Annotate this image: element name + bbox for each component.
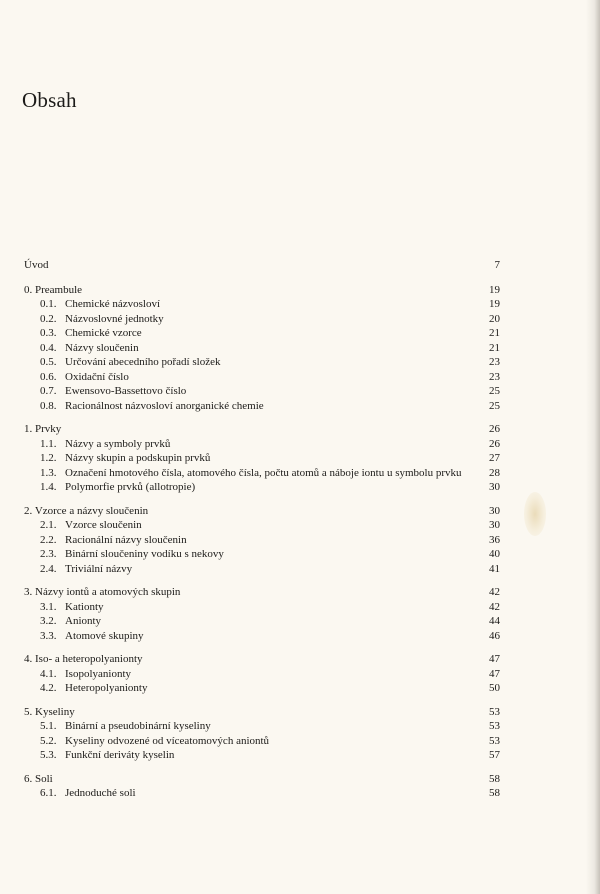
toc-item <box>24 370 500 385</box>
toc-item-title: Racionálnost názvosloví anorganické chemie <box>65 399 264 412</box>
toc-item-label <box>24 466 500 481</box>
toc-item-label <box>24 451 500 466</box>
toc-page-number: 42 <box>489 586 500 598</box>
toc-item-title: Funkční deriváty kyselin <box>65 749 175 761</box>
toc-item <box>24 719 500 734</box>
toc-page-number: 44 <box>489 615 500 627</box>
toc-page-number: 25 <box>489 399 500 412</box>
toc-chapter-number: 2. <box>24 504 33 517</box>
toc-item-label <box>24 734 500 749</box>
paper-stain <box>524 492 546 536</box>
toc-item <box>24 681 500 696</box>
toc-item-title: Oxidační číslo <box>65 370 129 383</box>
toc-item <box>24 384 500 399</box>
toc-chapter-title: Vzorce a názvy sloučenin <box>34 504 149 517</box>
toc-item-title: Anionty <box>65 615 102 627</box>
toc-item-label <box>24 681 500 696</box>
toc-chapter-title: Názvy iontů a atomových skupin <box>35 586 181 598</box>
toc-item-title: Isopolyanionty <box>65 667 131 680</box>
toc-item-number: 1.2. <box>40 452 57 464</box>
toc-item <box>24 355 500 370</box>
toc-chapter <box>24 283 500 414</box>
toc-item <box>24 451 500 466</box>
toc-item-label <box>24 667 500 682</box>
toc-page-number: 23 <box>489 370 500 383</box>
toc-item-number: 0.7. <box>40 385 57 397</box>
toc-item-number: 1.4. <box>40 481 57 493</box>
toc-page-number: 53 <box>489 720 500 732</box>
toc-item-title: Vzorce sloučenin <box>65 519 142 531</box>
toc-item-number: 4.2. <box>40 682 57 694</box>
toc-item-number: 6.1. <box>40 787 57 799</box>
toc-item-number: 0.3. <box>40 327 57 339</box>
table-of-contents <box>24 258 500 810</box>
toc-page-number: 30 <box>489 504 500 517</box>
toc-chapter-title: Iso- a heteropolyanionty <box>35 653 143 665</box>
toc-chapter <box>24 705 500 763</box>
toc-item-number: 2.4. <box>40 562 57 575</box>
toc-chapter-row <box>24 705 500 720</box>
toc-item-label <box>24 547 500 562</box>
toc-item-title: Názvy a symboly prvků <box>65 437 171 450</box>
toc-item-label <box>24 399 500 414</box>
toc-page-number: 53 <box>489 734 500 747</box>
toc-page-number: 19 <box>489 298 500 310</box>
toc-item-number: 2.1. <box>40 519 57 531</box>
toc-chapter-title: Úvod <box>24 259 49 271</box>
toc-item-title: Polymorfie prvků (allotropie) <box>65 481 196 493</box>
toc-item-label <box>24 719 500 734</box>
toc-item-title: Chemické názvosloví <box>65 298 161 310</box>
toc-page-number: 26 <box>489 437 500 450</box>
toc-chapter-title: Kyseliny <box>35 705 75 718</box>
toc-item <box>24 518 500 533</box>
toc-item-label <box>24 326 500 341</box>
toc-page-number: 40 <box>489 548 500 560</box>
toc-item-number: 5.3. <box>40 749 57 761</box>
toc-chapter-label <box>24 283 500 298</box>
toc-item-title: Jednoduché soli <box>65 787 136 799</box>
toc-item-title: Kationty <box>65 600 104 613</box>
toc-chapter <box>24 258 500 273</box>
toc-item-number: 5.2. <box>40 734 57 747</box>
toc-item-number: 5.1. <box>40 720 57 732</box>
toc-item-title: Názvy skupin a podskupin prvků <box>65 452 211 464</box>
toc-item-title: Určování abecedního pořadí složek <box>65 356 221 368</box>
toc-chapter <box>24 504 500 577</box>
toc-item <box>24 734 500 749</box>
toc-chapter-label <box>24 652 500 667</box>
toc-page-number: 20 <box>489 312 500 325</box>
toc-item <box>24 562 500 577</box>
toc-page-number: 50 <box>489 682 500 694</box>
toc-chapter <box>24 422 500 495</box>
toc-chapter-title: Preambule <box>35 283 83 296</box>
toc-item <box>24 786 500 801</box>
toc-chapter <box>24 652 500 696</box>
toc-item-number: 0.4. <box>40 341 57 354</box>
toc-item <box>24 667 500 682</box>
toc-item-number: 3.1. <box>40 600 57 613</box>
toc-chapter-number: 3. <box>24 586 33 598</box>
toc-item-label <box>24 312 500 327</box>
toc-page-number: 47 <box>489 653 500 665</box>
toc-item-title: Názvoslovné jednotky <box>65 312 164 325</box>
toc-item-label <box>24 518 500 533</box>
toc-item-number: 0.6. <box>40 370 57 383</box>
toc-item-label <box>24 370 500 385</box>
toc-item-label <box>24 355 500 370</box>
page-edge-shadow <box>586 0 600 894</box>
toc-item-title: Racionální názvy sloučenin <box>65 533 187 546</box>
toc-chapter-row <box>24 585 500 600</box>
toc-item-number: 0.5. <box>40 356 57 368</box>
toc-item-title: Heteropolyanionty <box>65 682 148 694</box>
toc-item <box>24 466 500 481</box>
toc-page-number: 41 <box>489 562 500 575</box>
toc-item-title: Binární a pseudobinární kyseliny <box>65 720 211 732</box>
toc-item-number: 1.1. <box>40 437 57 450</box>
toc-item <box>24 312 500 327</box>
toc-chapter-label <box>24 705 500 720</box>
toc-item-title: Chemické vzorce <box>65 327 142 339</box>
toc-item-label <box>24 562 500 577</box>
toc-item-number: 4.1. <box>40 667 57 680</box>
toc-item-label <box>24 480 500 495</box>
toc-chapter-label <box>24 258 500 273</box>
toc-item-title: Atomové skupiny <box>65 629 144 642</box>
toc-page-number: 57 <box>489 749 500 761</box>
toc-chapter-number: 1. <box>24 423 33 435</box>
toc-chapter <box>24 772 500 801</box>
toc-item-number: 2.3. <box>40 548 57 560</box>
toc-page-number: 30 <box>489 481 500 493</box>
toc-item-label <box>24 297 500 312</box>
toc-item-label <box>24 600 500 615</box>
toc-item-label <box>24 748 500 763</box>
toc-chapter-title: Prvky <box>35 423 62 435</box>
toc-page-number: 23 <box>489 356 500 368</box>
toc-item <box>24 533 500 548</box>
toc-page-number: 21 <box>489 341 500 354</box>
toc-item-number: 0.1. <box>40 298 57 310</box>
toc-page-number: 58 <box>489 772 500 785</box>
toc-item-number: 2.2. <box>40 533 57 546</box>
toc-chapter-number: 0. <box>24 283 33 296</box>
toc-item-title: Ewensovo-Bassettovo číslo <box>65 385 187 397</box>
page-title: Obsah <box>22 88 77 112</box>
toc-item-title: Kyseliny odvozené od víceatomových aniontů <box>65 734 270 747</box>
toc-chapter-row <box>24 258 500 273</box>
toc-page-number: 46 <box>489 629 500 642</box>
toc-chapter-number: 5. <box>24 705 33 718</box>
toc-chapter-row <box>24 772 500 787</box>
toc-item <box>24 748 500 763</box>
toc-item-title: Označení hmotového čísla, atomového čísla, počtu atomů a náboje iontu u symbolu prvku <box>65 466 462 479</box>
toc-item-number: 0.2. <box>40 312 57 325</box>
toc-chapter-row <box>24 422 500 437</box>
toc-item-label <box>24 437 500 452</box>
toc-page-number: 7 <box>494 259 500 271</box>
toc-item-title: Binární sloučeniny vodíku s nekovy <box>65 548 224 560</box>
toc-item-number: 3.2. <box>40 615 57 627</box>
toc-chapter-number: 4. <box>24 653 33 665</box>
toc-item-label <box>24 786 500 801</box>
toc-item-title: Triviální názvy <box>65 562 133 575</box>
toc-chapter-title: Soli <box>35 772 53 785</box>
toc-page-number: 25 <box>489 385 500 397</box>
toc-page-number: 19 <box>489 283 500 296</box>
toc-item <box>24 614 500 629</box>
toc-page-number: 21 <box>489 327 500 339</box>
toc-page-number: 42 <box>489 600 500 613</box>
toc-page-number: 53 <box>489 705 500 718</box>
toc-chapter <box>24 585 500 643</box>
toc-chapter-row <box>24 283 500 298</box>
toc-chapter-label <box>24 772 500 787</box>
toc-item-number: 1.3. <box>40 466 57 479</box>
toc-item-label <box>24 384 500 399</box>
toc-item-title: Názvy sloučenin <box>65 341 139 354</box>
toc-item <box>24 480 500 495</box>
toc-item-label <box>24 614 500 629</box>
toc-chapter-number: 6. <box>24 772 33 785</box>
toc-chapter-label <box>24 585 500 600</box>
toc-chapter-row <box>24 504 500 519</box>
toc-item <box>24 629 500 644</box>
toc-chapter-row <box>24 652 500 667</box>
toc-page-number: 28 <box>489 466 500 479</box>
toc-page-number: 58 <box>489 787 500 799</box>
toc-page-number: 26 <box>489 423 500 435</box>
toc-item <box>24 547 500 562</box>
toc-item-number: 3.3. <box>40 629 57 642</box>
toc-item-label <box>24 533 500 548</box>
toc-page-number: 27 <box>489 452 500 464</box>
toc-item <box>24 600 500 615</box>
toc-item-label <box>24 341 500 356</box>
toc-page-number: 47 <box>489 667 500 680</box>
toc-item <box>24 297 500 312</box>
toc-item <box>24 399 500 414</box>
toc-chapter-label <box>24 422 500 437</box>
toc-page-number: 36 <box>489 533 500 546</box>
toc-chapter-label <box>24 504 500 519</box>
toc-item <box>24 341 500 356</box>
toc-page-number: 30 <box>489 519 500 531</box>
toc-item-number: 0.8. <box>40 399 57 412</box>
toc-item <box>24 326 500 341</box>
toc-item-label <box>24 629 500 644</box>
toc-item <box>24 437 500 452</box>
